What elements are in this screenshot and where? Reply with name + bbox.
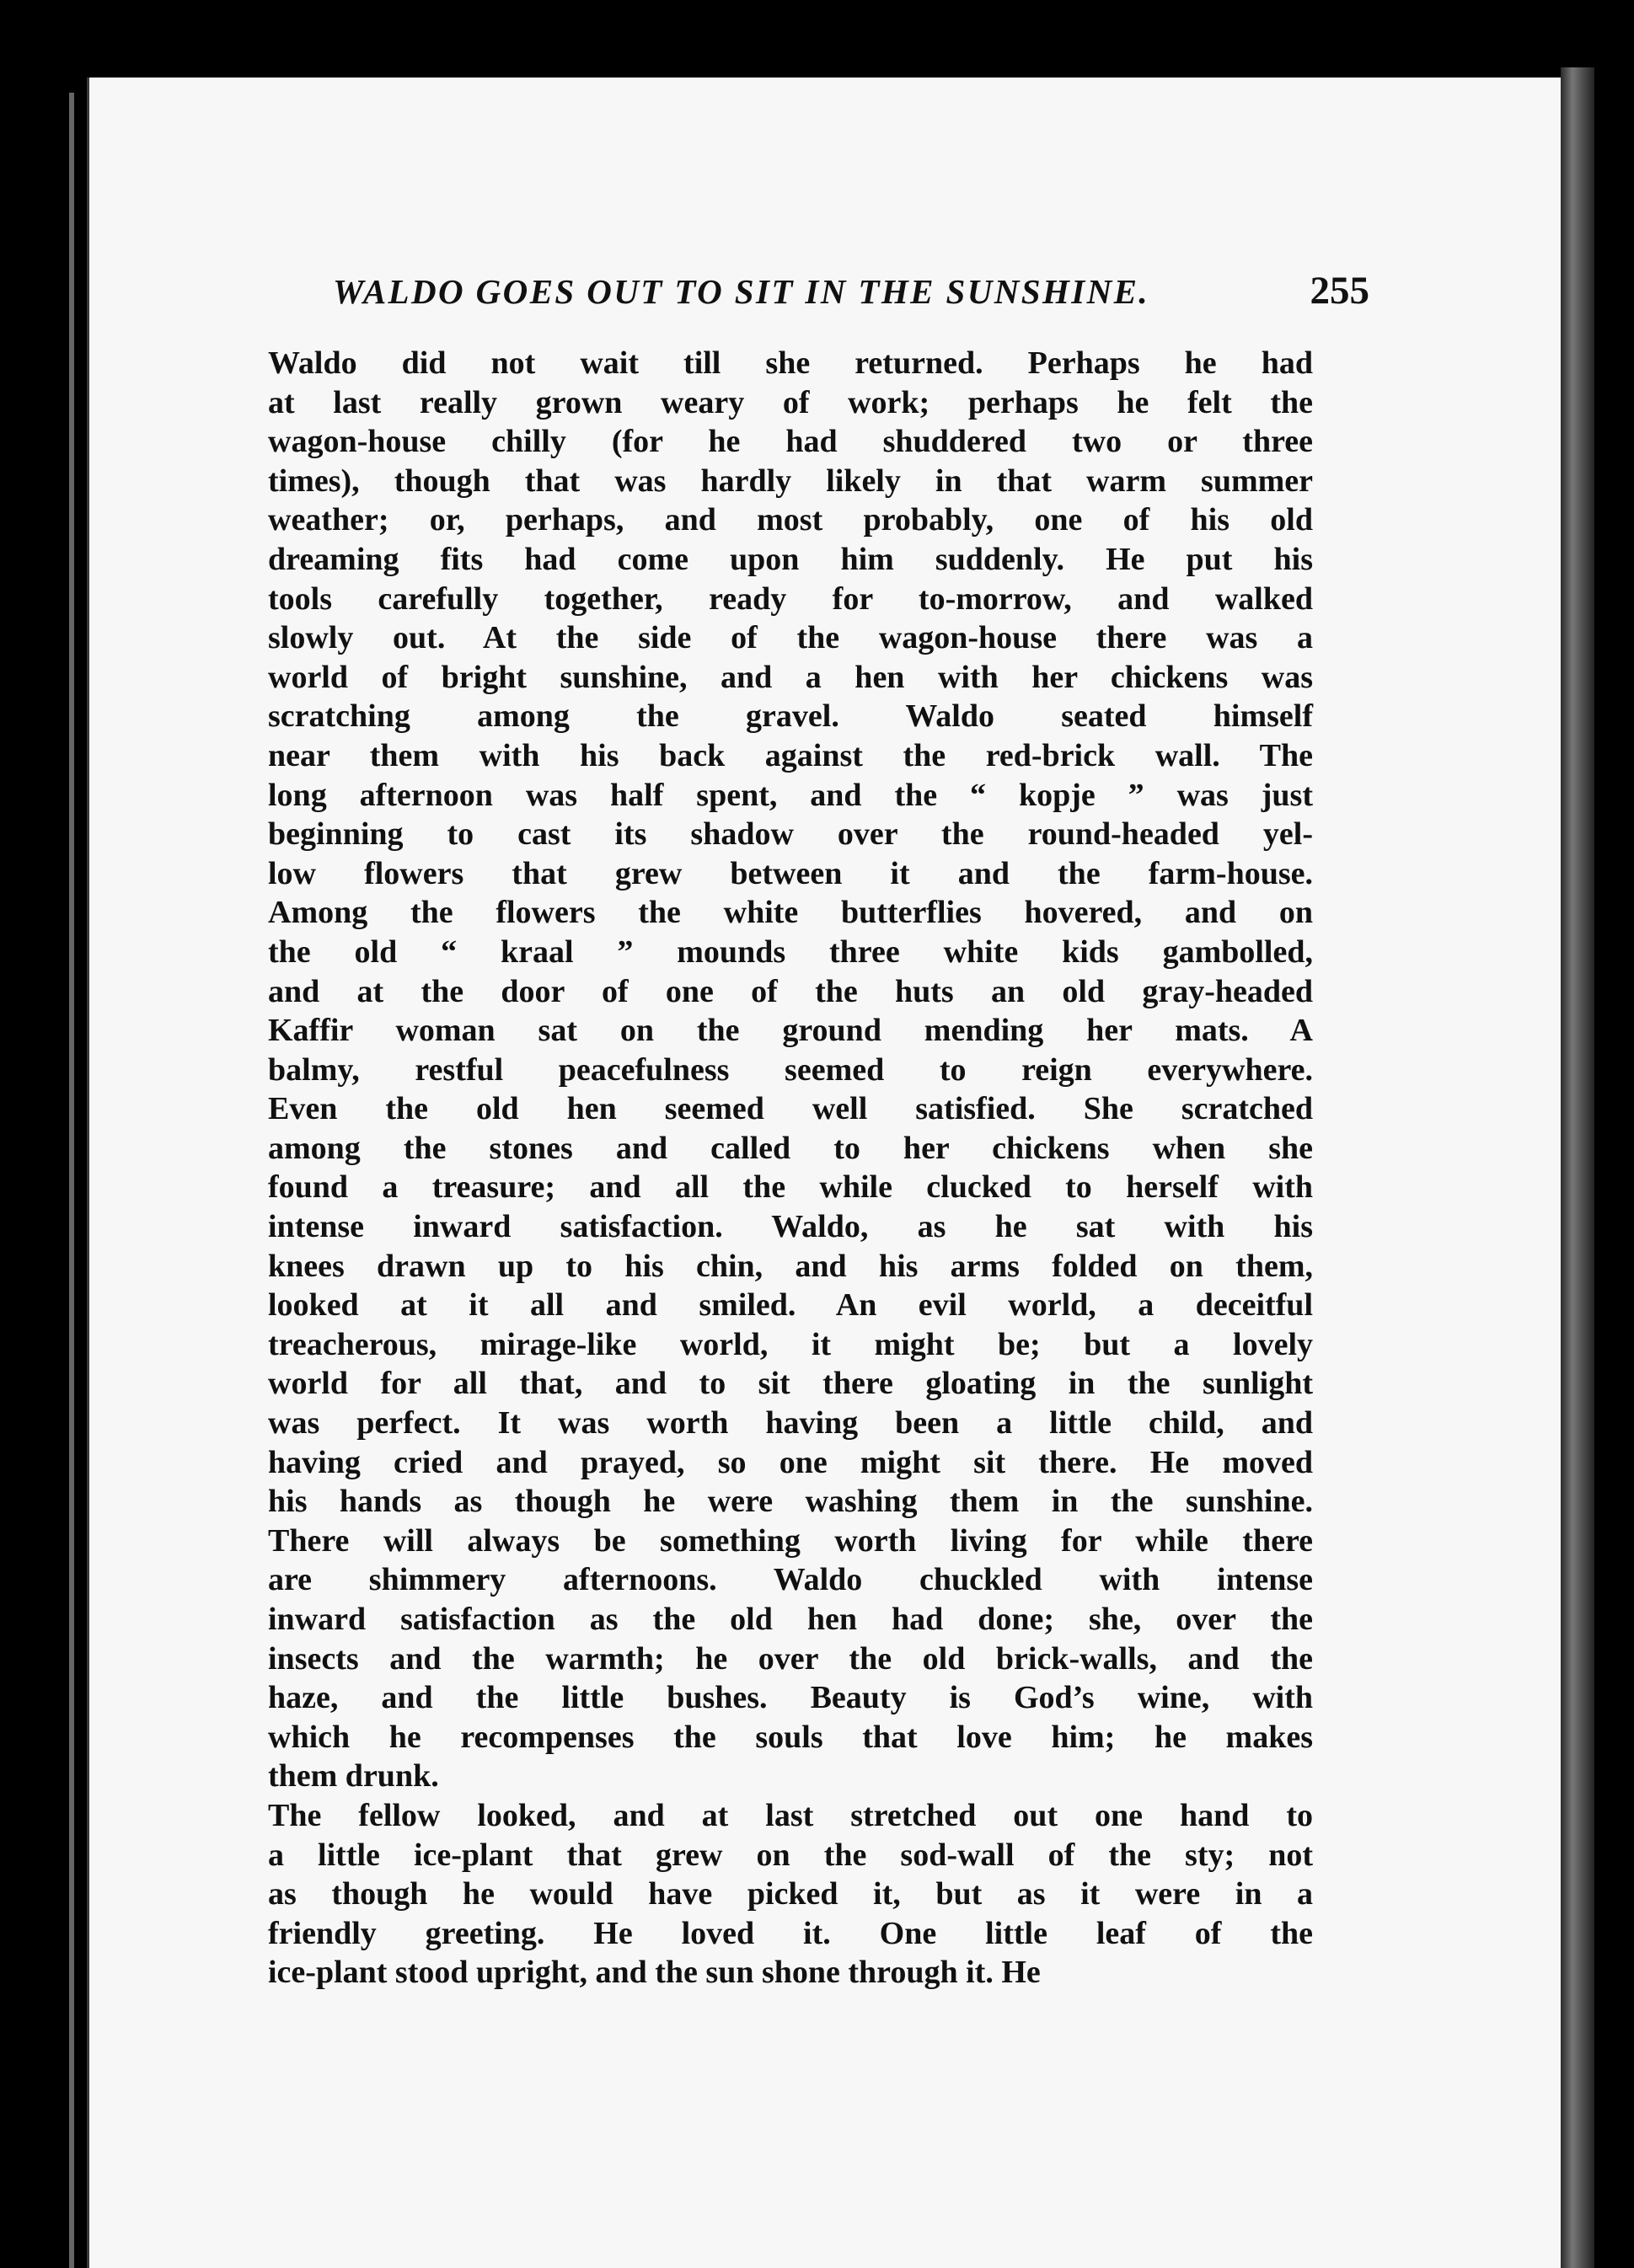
text-line: slowly out. At the side of the wagon-house there was a [268,620,1313,656]
page-header [333,271,1369,322]
text-line: balmy, restful peacefulness seemed to reign everywhere. [268,1051,1313,1088]
text-line: friendly greeting. He loved it. One little leaf of the [268,1915,1313,1951]
text-line: Waldo did not wait till she returned. Perhaps he had [268,345,1313,381]
running-title: WALDO GOES OUT TO SIT IN THE SUNSHINE. [333,272,1150,311]
body-text [268,344,1313,1993]
text-line: Among the flowers the white butterflies hovered, and on [268,895,1313,931]
text-line: There will always be something worth living for while there [268,1522,1313,1559]
text-line: dreaming fits had come upon him suddenly. He put his [268,541,1313,577]
right-page-edge [1561,67,1594,2268]
text-line: a little ice-plant that grew on the sod-wall of the sty; not [268,1837,1313,1873]
text-line: among the stones and called to her chickens when she [268,1130,1313,1166]
text-line: Even the old hen seemed well satisfied. She scratched [268,1091,1313,1127]
text-line: haze, and the little bushes. Beauty is God’s wine, with [268,1680,1313,1716]
text-line: near them with his back against the red-brick wall. The [268,737,1313,773]
text-line: looked at it all and smiled. An evil world, a deceitful [268,1287,1313,1324]
text-line: The fellow looked, and at last stretched out one hand to [268,1797,1313,1833]
page-number: 255 [1310,269,1369,313]
text-line: them drunk. [268,1758,439,1795]
text-line: beginning to cast its shadow over the round-headed yel- [268,816,1313,853]
paragraph-2 [268,1796,1313,1993]
text-line: wagon-house chilly (for he had shuddered two or three [268,424,1313,460]
text-line: long afternoon was half spent, and the “ kopje ” was just [268,777,1313,813]
text-line: tools carefully together, ready for to-morrow, and walked [268,580,1313,617]
text-line: knees drawn up to his chin, and his arms folded on them, [268,1248,1313,1284]
text-line: insects and the warmth; he over the old brick-walls, and the [268,1640,1313,1677]
text-line: scratching among the gravel. Waldo seated himself [268,698,1313,735]
text-line: which he recompenses the souls that love him; he makes [268,1719,1313,1755]
text-line: world for all that, and to sit there gloating in the sunlight [268,1366,1313,1402]
text-line: world of bright sunshine, and a hen with her chickens was [268,659,1313,695]
text-line: intense inward satisfaction. Waldo, as he sat with his [268,1209,1313,1245]
text-line: having cried and prayed, so one might sit there. He moved [268,1444,1313,1480]
text-line: was perfect. It was worth having been a little child, and [268,1405,1313,1442]
text-line: low flowers that grew between it and the farm-house. [268,855,1313,891]
left-page-edge [69,93,74,2268]
text-line: his hands as though he were washing them in the sunshine. [268,1484,1313,1520]
text-line: and at the door of one of the huts an old gray-headed [268,973,1313,1009]
text-line: times), though that was hardly likely in that warm summer [268,463,1313,499]
text-line: are shimmery afternoons. Waldo chuckled with intense [268,1562,1313,1598]
text-line: at last really grown weary of work; perhaps he felt the [268,384,1313,420]
text-line: Kaffir woman sat on the ground mending her mats. A [268,1013,1313,1049]
text-line: weather; or, perhaps, and most probably, one of his old [268,502,1313,538]
text-line: ice-plant stood upright, and the sun shone through it. He [268,1955,1041,1991]
paragraph-1 [268,344,1313,1796]
text-line: the old “ kraal ” mounds three white kids gambolled, [268,933,1313,970]
text-line: found a treasure; and all the while clucked to herself with [268,1169,1313,1206]
text-line: inward satisfaction as the old hen had done; she, over the [268,1602,1313,1637]
text-line: as though he would have picked it, but as it were in a [268,1876,1313,1912]
text-line: treacherous, mirage-like world, it might be; but a lovely [268,1326,1313,1362]
